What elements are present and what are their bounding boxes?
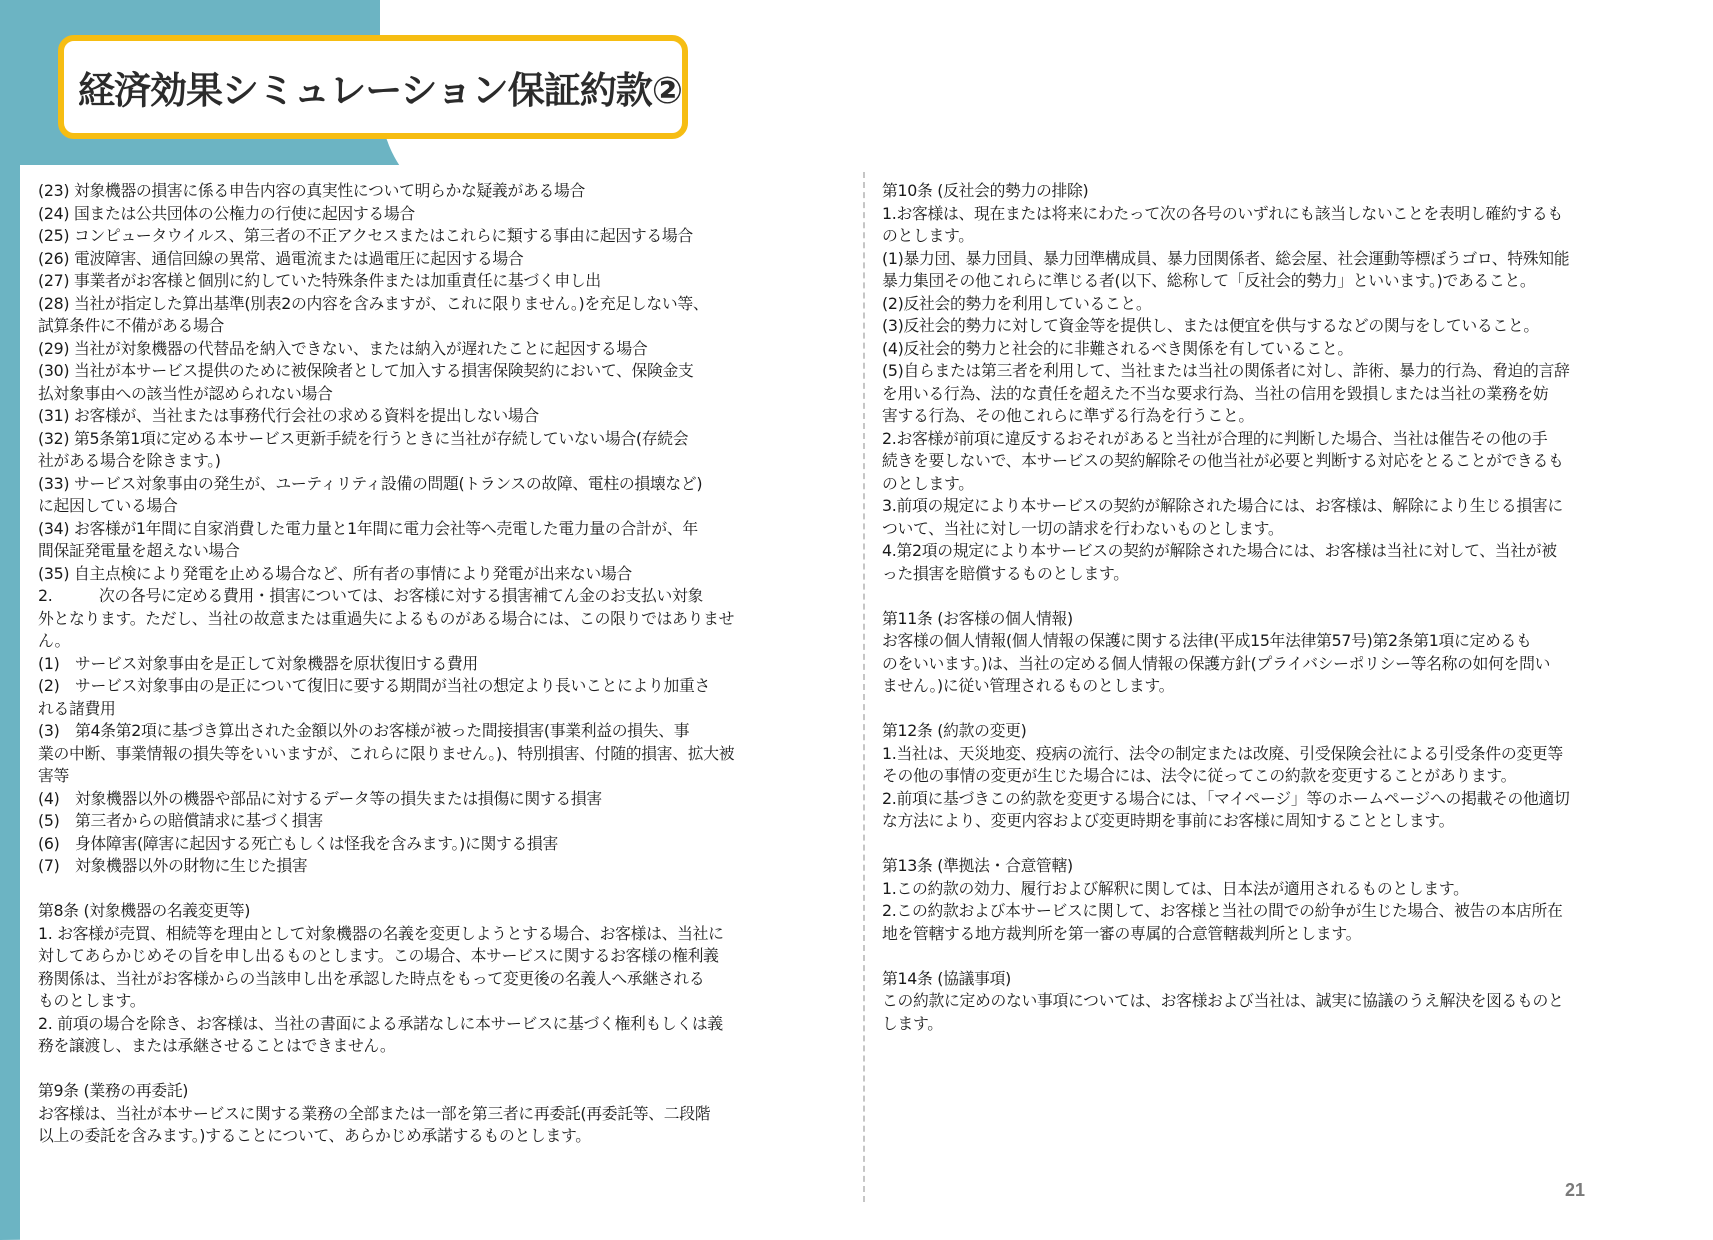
text-line: (26) 電波障害、通信回線の異常、過電流または過電圧に起因する場合 [38, 248, 524, 268]
text-line: (27) 事業者がお客様と個別に約していた特殊条件または加重責任に基づく申し出 [38, 271, 601, 290]
text-line: 3.前項の規定により本サービスの契約が解除された場合には、お客様は、解除により生じる損害に [882, 496, 1563, 515]
text-line: 2. 前項の場合を除き、お客様は、当社の書面による承諾なしに本サービスに基づく権利もしくは義 [38, 1013, 723, 1033]
text-line: (4)反社会的勢力と社会的に非難されるべき関係を有していること。 [882, 338, 1353, 358]
text-line: 対してあらかじめその旨を申し出るものとします。この場合、本サービスに関するお客様の権利義 [38, 946, 719, 965]
text-line: 第8条 (対象機器の名義変更等) [38, 901, 251, 920]
text-line: (1)暴力団、暴力団員、暴力団準構成員、暴力団関係者、総会屋、社会運動等標ぼうゴロ、特殊知能 [882, 248, 1570, 268]
text-line: (31) お客様が、当社または事務代行会社の求める資料を提出しない場合 [38, 406, 539, 425]
text-line: 払対象事由への該当性が認められない場合 [38, 383, 333, 403]
text-line: 1.当社は、天災地変、疫病の流行、法令の制定または改廃、引受保険会社による引受条件の変更等 [882, 743, 1563, 763]
text-line: (23) 対象機器の損害に係る申告内容の真実性について明らかな疑義がある場合 [38, 181, 586, 200]
text-line: (32) 第5条第1項に定める本サービス更新手続を行うときに当社が存続していない場合(存続会 [38, 428, 689, 448]
text-line: (35) 自主点検により発電を止める場合など、所有者の事情により発電が出来ない場合 [38, 563, 632, 583]
text-line: この約款に定めのない事項については、お客様および当社は、誠実に協議のうえ解決を図るものと [882, 991, 1564, 1010]
text-line: します。 [882, 1013, 943, 1033]
text-line: (5) 第三者からの賠償請求に基づく損害 [38, 811, 323, 830]
text-line: 2.この約款および本サービスに関して、お客様と当社の間での紛争が生じた場合、被告の本店所在 [882, 901, 1563, 920]
text-line: 暴力集団その他これらに準じる者(以下、総称して「反社会的勢力」といいます。)であること。 [882, 271, 1536, 290]
text-line: 地を管轄する地方裁判所を第一審の専属的合意管轄裁判所とします。 [882, 923, 1362, 943]
text-line: のとします。 [882, 473, 974, 493]
text-line: 害する行為、その他これらに準ずる行為を行うこと。 [882, 406, 1254, 425]
text-line: (2) サービス対象事由の是正について復旧に要する期間が当社の想定より長いことにより加重さ [38, 676, 711, 695]
text-line: 2.お客様が前項に違反するおそれがあると当社が合理的に判断した場合、当社は催告その他の手 [882, 428, 1548, 448]
blank-line [882, 945, 1687, 968]
blank-line [882, 585, 1687, 608]
text-line: 害等 [38, 766, 69, 785]
text-line: 1.お客様は、現在または将来にわたって次の各号のいずれにも該当しないことを表明し確約するも [882, 203, 1563, 223]
text-line: った損害を賠償するものとします。 [882, 563, 1129, 583]
text-line: れる諸費用 [38, 698, 116, 718]
text-line: (24) 国または公共団体の公権力の行使に起因する場合 [38, 203, 415, 223]
text-line: (25) コンピュータウイルス、第三者の不正アクセスまたはこれらに類する事由に起因する場合 [38, 226, 693, 245]
text-line: (3) 第4条第2項に基づき算出された金額以外のお客様が被った間接損害(事業利益の損失、事 [38, 721, 690, 740]
text-line: 2. 次の各号に定める費用・損害については、お客様に対する損害補てん金のお支払い対象 [38, 586, 704, 605]
page-number: 21 [1565, 1180, 1586, 1200]
page-title: 経済効果シミュレーション保証約款② [78, 69, 683, 112]
text-line: お客様の個人情報(個人情報の保護に関する法律(平成15年法律第57号)第2条第1項に定めるも [882, 631, 1532, 650]
text-line: 第11条 (お客様の個人情報) [882, 608, 1073, 628]
text-line: 試算条件に不備がある場合 [38, 316, 224, 335]
text-line: ものとします。 [38, 991, 146, 1010]
text-line: 2.前項に基づきこの約款を変更する場合には、「マイページ」等のホームページへの掲載その他適切 [882, 788, 1570, 808]
text-line: (34) お客様が1年間に自家消費した電力量と1年間に電力会社等へ売電した電力量の合計が、年 [38, 518, 698, 538]
blank-line [882, 698, 1687, 721]
text-line: 第10条 (反社会的勢力の排除) [882, 181, 1089, 200]
text-line: 社がある場合を除きます。) [38, 451, 221, 470]
blank-line [38, 1058, 838, 1081]
text-line: 第12条 (約款の変更) [882, 721, 1027, 740]
text-line: (2)反社会的勢力を利用していること。 [882, 293, 1152, 313]
text-line: (29) 当社が対象機器の代替品を納入できない、または納入が遅れたことに起因する場合 [38, 338, 648, 358]
text-line: (6) 身体障害(障害に起因する死亡もしくは怪我を含みます。)に関する損害 [38, 833, 558, 853]
text-line: お客様は、当社が本サービスに関する業務の全部または一部を第三者に再委託(再委託等、二段階 [38, 1103, 711, 1123]
text-line: その他の事情の変更が生じた場合には、法令に従ってこの約款を変更することがあります。 [882, 766, 1517, 785]
text-line: な方法により、変更内容および変更時期を事前にお客様に周知することとします。 [882, 811, 1455, 830]
text-line: (30) 当社が本サービス提供のために被保険者として加入する損害保険契約において、保険金支 [38, 361, 694, 380]
text-line: 1. お客様が売買、相続等を理由として対象機器の名義を変更しようとする場合、お客様は、当社に [38, 923, 724, 943]
text-line: 務を譲渡し、または承継させることはできません。 [38, 1036, 396, 1055]
text-line: (5)自らまたは第三者を利用して、当社または当社の関係者に対し、詐術、暴力的行為、脅迫的言辞 [882, 361, 1570, 380]
text-line: ません。)に従い管理されるものとします。 [882, 676, 1175, 695]
text-line: 4.第2項の規定により本サービスの契約が解除された場合には、お客様は当社に対して、当社が被 [882, 541, 1557, 560]
column-divider [863, 172, 865, 1202]
text-line: ついて、当社に対し一切の請求を行わないものとします。 [882, 518, 1284, 538]
text-line: ん。 [38, 631, 70, 650]
text-line: に起因している場合 [38, 496, 178, 515]
text-line: 務関係は、当社がお客様からの当該申し出を承認した時点をもって変更後の名義人へ承継される [38, 968, 705, 988]
text-line: 以上の委託を含みます。)することについて、あらかじめ承諾するものとします。 [38, 1126, 591, 1145]
text-line: (33) サービス対象事由の発生が、ユーティリティ設備の問題(トランスの故障、電柱の損壊など) [38, 473, 703, 493]
right-column [882, 180, 1687, 1035]
text-line: (4) 対象機器以外の機器や部品に対するデータ等の損失または損傷に関する損害 [38, 788, 602, 808]
text-line: 第9条 (業務の再委託) [38, 1081, 189, 1100]
text-line: (7) 対象機器以外の財物に生じた損害 [38, 856, 308, 875]
text-line: 1.この約款の効力、履行および解釈に関しては、日本法が適用されるものとします。 [882, 878, 1469, 898]
text-line: のとします。 [882, 226, 974, 245]
text-line: のをいいます。)は、当社の定める個人情報の保護方針(プライバシーポリシー等名称の如何を問い [882, 653, 1551, 673]
text-line: 業の中断、事業情報の損失等をいいますが、これらに限りません。)、特別損害、付随的損害、拡大被 [38, 743, 735, 763]
text-line: 第14条 (協議事項) [882, 968, 1011, 988]
blank-line [38, 878, 838, 901]
text-line: (3)反社会的勢力に対して資金等を提供し、または便宜を供与するなどの関与をしていること。 [882, 316, 1539, 335]
title-box [58, 35, 688, 139]
blank-line [882, 833, 1687, 856]
text-line: 間保証発電量を超えない場合 [38, 541, 240, 560]
text-line: 外となります。ただし、当社の故意または重過失によるものがある場合には、この限りではありませ [38, 608, 735, 628]
text-line: を用いる行為、法的な責任を超えた不当な要求行為、当社の信用を毀損しまたは当社の業務を妨 [882, 383, 1549, 403]
text-line: 第13条 (準拠法・合意管轄) [882, 856, 1073, 875]
left-column [38, 180, 838, 1148]
text-line: 続きを要しないで、本サービスの契約解除その他当社が必要と判断する対応をとることができるも [882, 451, 1564, 470]
text-line: (28) 当社が指定した算出基準(別表2の内容を含みますが、これに限りません。)を充足しない等、 [38, 293, 709, 313]
text-line: (1) サービス対象事由を是正して対象機器を原状復旧する費用 [38, 653, 478, 673]
